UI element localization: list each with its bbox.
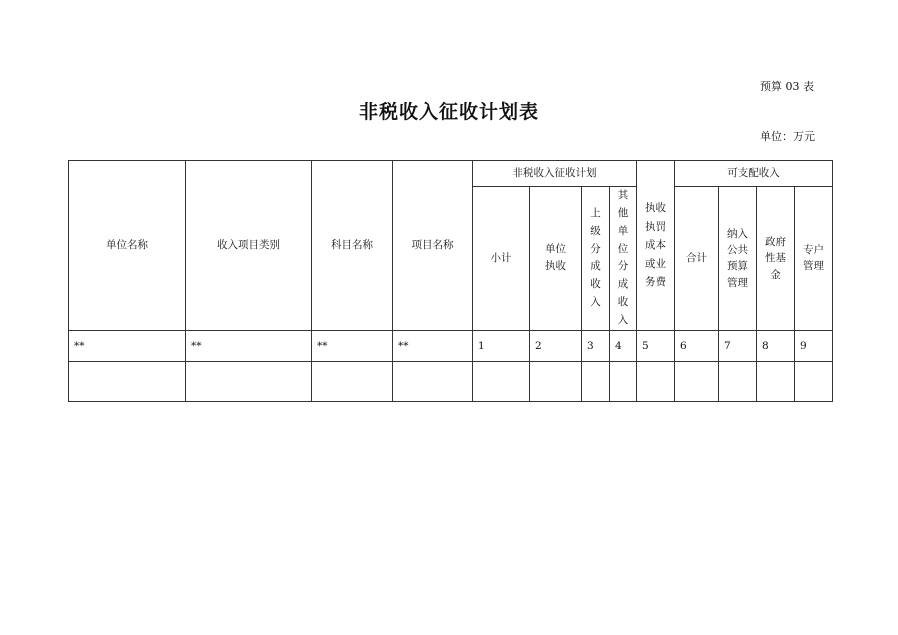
index-col-9: 9: [795, 330, 833, 361]
header-other-share-label: 其他单位分成收入: [617, 189, 629, 326]
empty-cell: [186, 361, 312, 401]
unit-label: 单位：万元: [760, 130, 815, 143]
index-col-3: 3: [582, 330, 610, 361]
header-public-budget-label: 纳入公共预算管理: [727, 227, 748, 289]
empty-cell: [69, 361, 186, 401]
plan-table: [68, 160, 833, 402]
header-disposable-group: 可支配收入: [675, 161, 833, 187]
index-col-4: 4: [610, 330, 637, 361]
table-row: [69, 361, 833, 401]
header-unit-collect: [530, 187, 582, 331]
page-title: 非税收入征收计划表: [358, 101, 539, 123]
header-unit-name: 单位名称: [69, 161, 186, 331]
empty-cell: [312, 361, 393, 401]
form-code: 预算 03 表: [760, 80, 814, 93]
empty-cell: [610, 361, 637, 401]
header-enforcement-cost-label: 执收执罚成本或业务费: [645, 202, 666, 288]
empty-cell: [757, 361, 795, 401]
empty-cell: [393, 361, 473, 401]
empty-cell: [675, 361, 719, 401]
header-subject-name: 科目名称: [312, 161, 393, 331]
index-col-7: 7: [719, 330, 757, 361]
header-public-budget: [719, 187, 757, 331]
empty-cell: [795, 361, 833, 401]
header-unit-collect-label: 单位执收: [545, 242, 566, 273]
header-other-share: [610, 187, 637, 331]
header-gov-fund-label: 政府性基金: [765, 235, 786, 281]
empty-cell: [473, 361, 530, 401]
header-item-name: 项目名称: [393, 161, 473, 331]
empty-cell: [530, 361, 582, 401]
empty-cell: [582, 361, 610, 401]
index-col-1: 1: [473, 330, 530, 361]
empty-cell: [719, 361, 757, 401]
index-col-2: 2: [530, 330, 582, 361]
index-row: [69, 330, 833, 361]
header-enforcement-cost: [637, 161, 675, 331]
header-superior-share-label: 上级分成收入: [590, 206, 601, 309]
index-item-name: **: [393, 330, 473, 361]
header-superior-share: [582, 187, 610, 331]
empty-cell: [637, 361, 675, 401]
header-subtotal: 小计: [473, 187, 530, 331]
header-row-1: [69, 161, 833, 187]
header-gov-fund: [757, 187, 795, 331]
index-col-8: 8: [757, 330, 795, 361]
index-col-5: 5: [637, 330, 675, 361]
index-unit-name: **: [69, 330, 186, 361]
index-subject-name: **: [312, 330, 393, 361]
index-col-6: 6: [675, 330, 719, 361]
header-income-category: 收入项目类别: [186, 161, 312, 331]
index-income-category: **: [186, 330, 312, 361]
header-special-mgmt-label: 专户管理: [803, 244, 824, 273]
header-special-mgmt: [795, 187, 833, 331]
header-plan-group: 非税收入征收计划: [473, 161, 637, 187]
header-total: 合计: [675, 187, 719, 331]
